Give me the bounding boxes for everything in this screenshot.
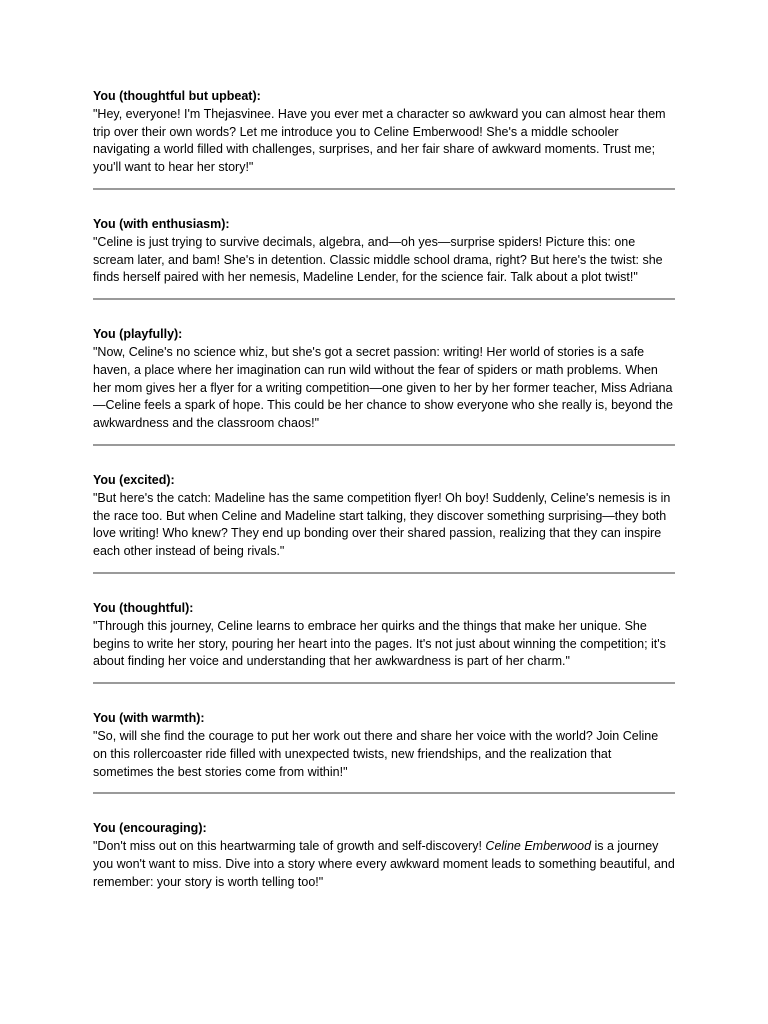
speaker-label: You (with enthusiasm): (93, 216, 230, 231)
script-section (93, 326, 675, 433)
dialogue-text: "So, will she find the courage to put her work out there and share her voice with the world? Join Celine on this rollercoaster ride filled with unexpected twists, new friendships, and the realization that sometimes the best stories come from within!" (93, 728, 659, 779)
dialogue-text: "Hey, everyone! I'm Thejasvinee. Have you ever met a character so awkward you can almost hear them trip over their own words? Let me introduce you to Celine Emberwood! She's a middle schooler navigating a world filled with challenges, surprises, and her fair share of awkward moments. Trust me; you'll want to hear her story!" (93, 106, 666, 175)
dialogue-text (93, 838, 675, 891)
speaker-label: You (excited): (93, 472, 175, 487)
dialogue-text: "Through this journey, Celine learns to embrace her quirks and the things that make her unique. She begins to write her story, pouring her heart into the pages. It's not just about winning the competition; it's about finding her voice and understanding that her awkwardness is part of her charm." (93, 618, 666, 669)
section-divider (93, 298, 675, 300)
section-divider (93, 188, 675, 190)
section-divider (93, 444, 675, 446)
dialogue-text: "Now, Celine's no science whiz, but she's got a secret passion: writing! Her world of stories is a safe haven, a place where her imagination can run wild without the fear of spiders or math problems. When her mom gives her a flyer for a writing competition—one given to her by her former teacher, Miss Adriana—Celine feels a spark of hope. This could be her chance to show everyone who she really is, beyond the awkwardness and the classroom chaos!" (93, 344, 673, 431)
speaker-label: You (thoughtful but upbeat): (93, 89, 261, 103)
speaker-label: You (playfully): (93, 327, 183, 342)
section-divider (93, 792, 675, 794)
section-divider (93, 572, 675, 574)
dialogue-text-end: is a journey you won't want to miss. Dive into a story where every awkward moment leads to something beautiful, and remember: your story is worth telling too!" (93, 839, 675, 889)
script-section (93, 472, 675, 561)
script-section (93, 600, 675, 671)
script-section (93, 820, 675, 891)
speaker-label: You (encouraging): (93, 821, 207, 836)
speaker-label: You (with warmth): (93, 711, 205, 726)
script-section (93, 216, 675, 287)
dialogue-text-start: "Don't miss out on this heartwarming tale of growth and self-discovery! (93, 839, 486, 854)
book-title: Celine Emberwood (485, 839, 592, 854)
dialogue-text: "Celine is just trying to survive decimals, algebra, and—oh yes—surprise spiders! Picture this: one scream later, and bam! She's in detention. Classic middle school drama, right? But here's the twist: she finds herself paired with her nemesis, Madeline Lender, for the science fair. Talk about a plot twist!" (93, 234, 663, 285)
speaker-label: You (thoughtful): (93, 600, 194, 615)
dialogue-text: "But here's the catch: Madeline has the same competition flyer! Oh boy! Suddenly, Celine's nemesis is in the race too. But when Celine and Madeline start talking, they discover something surprising—they both love writing! Who knew? They end up bonding over their shared passion, realizing that they can inspire each other instead of being rivals." (93, 490, 671, 559)
document-page (93, 88, 675, 892)
script-section (93, 710, 675, 781)
section-divider (93, 682, 675, 684)
script-section (93, 88, 675, 177)
